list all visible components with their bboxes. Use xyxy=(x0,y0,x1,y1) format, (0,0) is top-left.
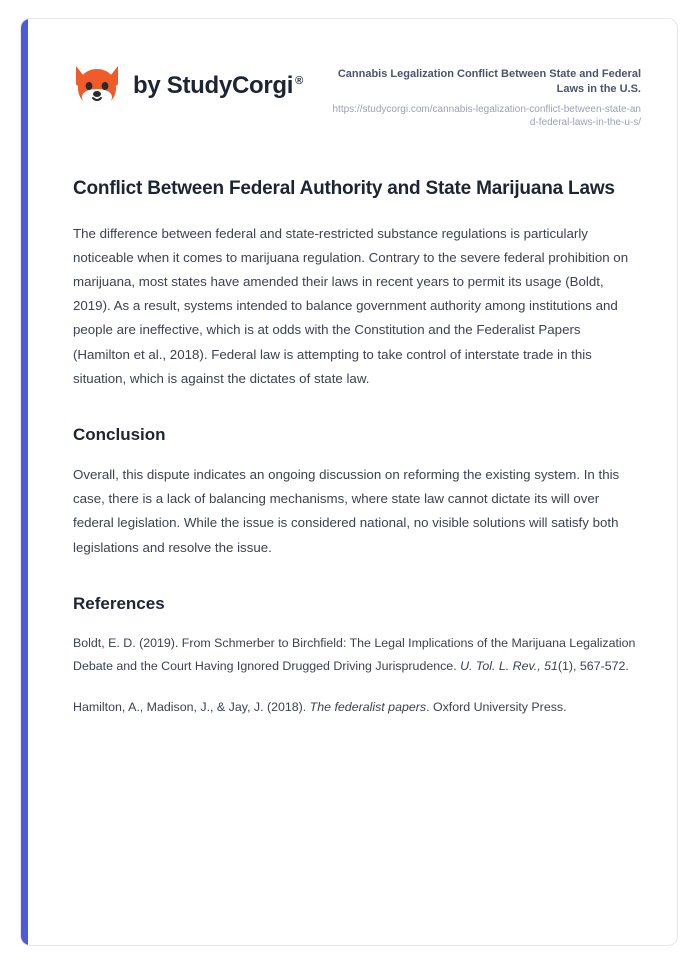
source-url[interactable]: https://studycorgi.com/cannabis-legalization-conflict-between-state-and-federal-laws-in-the-u-s/ xyxy=(332,103,641,129)
header-meta xyxy=(331,57,641,130)
document-sheet xyxy=(20,18,678,946)
reference-text-2a: Hamilton, A., Madison, J., & Jay, J. (2018). xyxy=(73,699,310,714)
brand-block xyxy=(73,57,303,109)
article-body xyxy=(73,178,641,719)
reference-italic-1: U. Tol. L. Rev., 51 xyxy=(460,658,558,673)
document-title-label: Cannabis Legalization Conflict Between State and Federal Laws in the U.S. xyxy=(337,68,641,95)
reference-italic-2: The federalist papers xyxy=(309,699,427,714)
reference-text-1a: Boldt, E. D. (2019). From Schmerber to Birchfield: The Legal Implications of the Marijuana Legalization Debate and the Court Having Ignored Drugged Driving Jurisprudence. xyxy=(73,635,636,673)
registered-mark: ® xyxy=(295,75,303,87)
intro-paragraph: The difference between federal and state-restricted substance regulations is particularly noticeable when it comes to marijuana regulation. Contrary to the severe federal prohibition on marijuana, most states have amended their laws in recent years to permit its usage (Boldt, 2019). As a result, systems intended to balance government authority among institutions and people are ineffective, which is at odds with the Constitution and the Federalist Papers (Hamilton et al., 2018). Federal law is attempting to take control of interstate trade in this situation, which is against the dictates of state law. xyxy=(73,225,629,386)
reference-text-1b: (1), 567-572. xyxy=(557,658,629,673)
document-content xyxy=(21,19,677,719)
conclusion-paragraph: Overall, this dispute indicates an ongoing discussion on reforming the existing system. In this case, there is a lack of balancing mechanisms, where state law cannot dictate its will over federal legislation. While the issue is considered national, no visible solutions will satisfy both legislations and resolve the issue. xyxy=(73,467,620,555)
conclusion-heading: Conclusion xyxy=(73,425,166,444)
corgi-logo-icon xyxy=(73,63,121,109)
document-header xyxy=(73,57,641,130)
references-heading: References xyxy=(73,593,165,613)
reference-item xyxy=(73,632,641,678)
reference-item xyxy=(73,696,641,719)
brand-name xyxy=(133,72,303,100)
brand-name-text: by StudyCorgi xyxy=(133,72,294,99)
page-title: Conflict Between Federal Authority and State Marijuana Laws xyxy=(73,177,615,199)
reference-text-2b: . Oxford University Press. xyxy=(426,699,567,714)
